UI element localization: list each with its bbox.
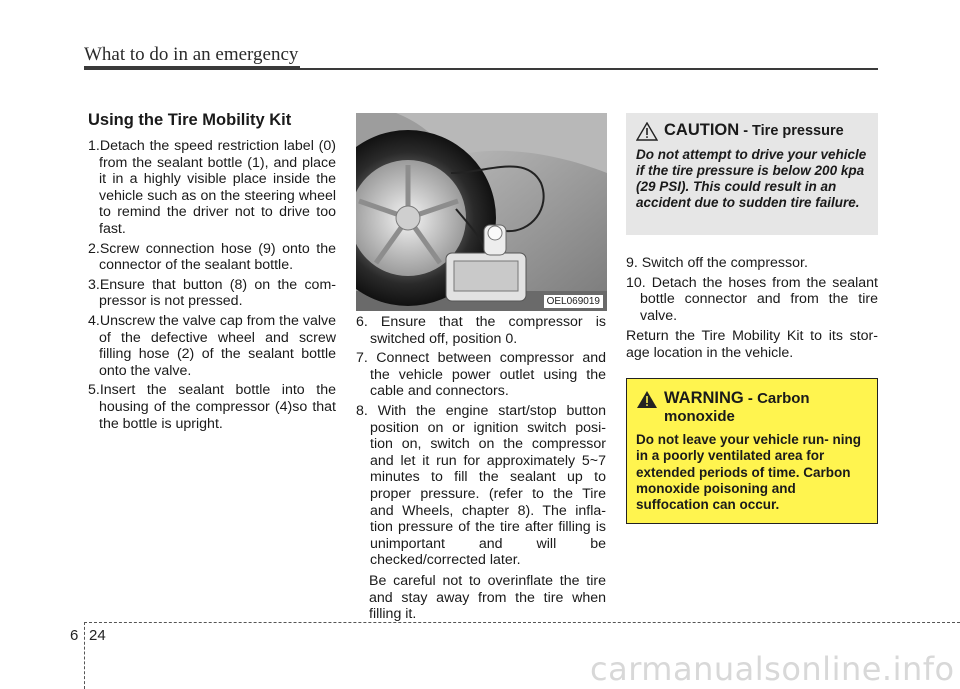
overinflate-note: Be careful not to overinflate the tire and stay away from the tire when filling it. xyxy=(369,572,606,623)
steps-list-2 xyxy=(356,314,606,569)
step-9: 9. Switch off the compressor. xyxy=(626,255,808,271)
warning-text: Do not leave your vehicle run- ning in a poorly ventilated area for extended periods of time. Carbon monoxide poisoning and suffocation can occur. xyxy=(636,432,862,513)
warning-label: WARNING xyxy=(664,389,744,407)
watermark: carmanualsonline.info xyxy=(590,650,955,688)
warning-box xyxy=(626,378,878,524)
warning-triangle-icon xyxy=(636,390,658,409)
caution-triangle-icon xyxy=(636,122,658,141)
page-header-title: What to do in an emergency xyxy=(84,44,299,65)
footer-rule xyxy=(84,622,960,623)
warning-heading xyxy=(636,389,867,426)
caution-text: Do not attempt to drive your vehicle if the tire pressure is below 200 kpa (29 PSI). This could result in an accident due to sudden tire failure. xyxy=(636,147,867,210)
step-4: 4.Unscrew the valve cap from the valve of the defective wheel and screw filling hose (2) of the sealant bottle onto the valve. xyxy=(88,312,336,379)
header-rule-thin xyxy=(300,68,878,70)
tire-kit-figure xyxy=(356,113,607,311)
step-2: 2.Screw connection hose (9) onto the connector of the sealant bottle. xyxy=(88,240,336,274)
section-heading: Using the Tire Mobility Kit xyxy=(88,111,292,129)
steps-list-3 xyxy=(626,255,878,324)
step-6: 6. Ensure that the compressor is switched off, position 0. xyxy=(356,314,606,347)
tire-mobility-kit-illustration xyxy=(356,113,607,311)
step-8: 8. With the engine start/stop button position on or ignition switch posi- tion on, switch on the compressor and let it run for approximately 5~7 minutes to fill the sealant up to proper pressure. (refer to the Tire and Wheels, chapter 8). The infla- tion pressure of the tire after filling is unimportant and will be checked/corrected later. xyxy=(356,402,606,569)
figure-code: OEL069019 xyxy=(544,295,603,308)
caution-label: CAUTION xyxy=(664,121,740,139)
step-5: 5.Insert the sealant bottle into the housing of the compressor (4)so that the bottle is upright. xyxy=(88,382,336,432)
caution-heading xyxy=(636,121,868,141)
left-column xyxy=(88,110,336,435)
caution-subtitle: - Tire pressure xyxy=(739,123,844,139)
step-10: 10. Detach the hoses from the sealant bottle connector and from the tire valve. xyxy=(626,274,878,324)
header-rule-thick xyxy=(84,66,300,70)
step-3: 3.Ensure that button (8) on the com- pressor is not pressed. xyxy=(88,276,336,310)
page-number: 24 xyxy=(89,627,106,644)
chapter-number: 6 xyxy=(70,627,79,644)
storage-note: Return the Tire Mobility Kit to its stor- age location in the vehicle. xyxy=(626,328,878,361)
step-7: 7. Connect between compressor and the vehicle power outlet using the cable and connectors. xyxy=(356,350,606,400)
footer-vertical-rule xyxy=(84,622,85,689)
middle-column xyxy=(356,314,606,623)
steps-list-1 xyxy=(88,138,336,432)
warning-subtitle: - Carbon monoxide xyxy=(664,390,810,425)
right-column xyxy=(626,255,878,362)
caution-box xyxy=(626,113,878,235)
step-1: 1.Detach the speed restriction label (0) from the sealant bottle (1), and place it in a highly visible place inside the vehicle such as on the steering wheel to remind the driver not to drive too fast. xyxy=(88,138,336,237)
